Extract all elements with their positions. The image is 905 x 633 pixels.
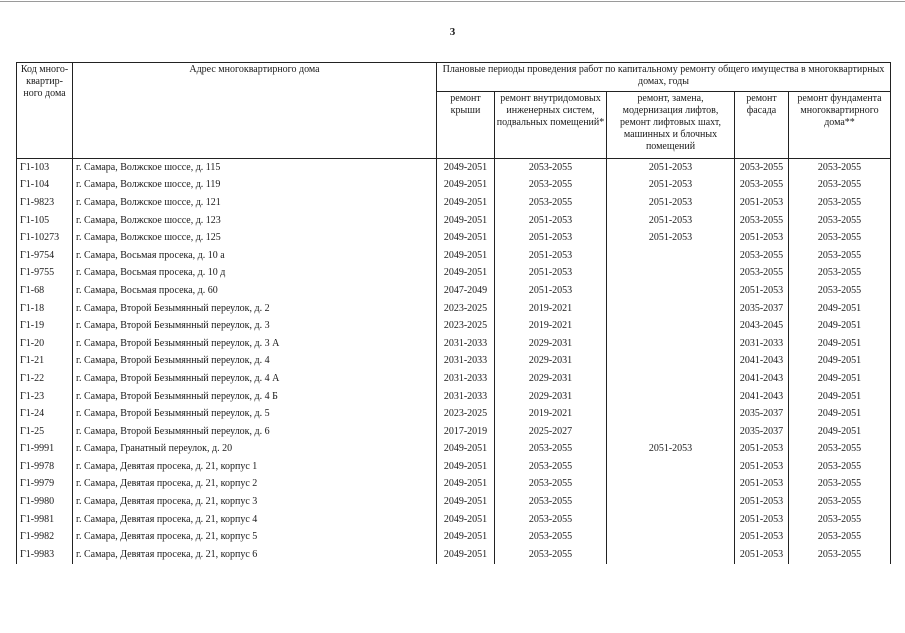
- cell-foundation: 2049-2051: [789, 353, 891, 371]
- cell-foundation: 2053-2055: [789, 441, 891, 459]
- header-facade: ремонт фасада: [735, 92, 789, 159]
- cell-elevators: [607, 282, 735, 300]
- table-row: [17, 265, 891, 283]
- cell-roof: 2049-2051: [437, 194, 495, 212]
- cell-elevators: [607, 317, 735, 335]
- cell-foundation: 2053-2055: [789, 229, 891, 247]
- cell-elevators: 2051-2053: [607, 212, 735, 230]
- cell-code: Г1-9983: [17, 546, 73, 564]
- cell-facade: 2043-2045: [735, 317, 789, 335]
- cell-engineering: 2051-2053: [495, 212, 607, 230]
- cell-engineering: 2053-2055: [495, 511, 607, 529]
- cell-elevators: [607, 247, 735, 265]
- cell-foundation: 2049-2051: [789, 370, 891, 388]
- cell-facade: 2051-2053: [735, 194, 789, 212]
- cell-facade: 2035-2037: [735, 405, 789, 423]
- cell-roof: 2049-2051: [437, 458, 495, 476]
- cell-foundation: 2053-2055: [789, 476, 891, 494]
- cell-code: Г1-9978: [17, 458, 73, 476]
- cell-elevators: [607, 265, 735, 283]
- table-row: [17, 317, 891, 335]
- table-body: [17, 159, 891, 564]
- cell-roof: 2049-2051: [437, 247, 495, 265]
- table-row: [17, 335, 891, 353]
- table-row: [17, 370, 891, 388]
- cell-foundation: 2053-2055: [789, 212, 891, 230]
- table-row: [17, 423, 891, 441]
- cell-engineering: 2019-2021: [495, 317, 607, 335]
- cell-address: г. Самара, Второй Безымянный переулок, д. 3: [73, 317, 437, 335]
- cell-code: Г1-9980: [17, 493, 73, 511]
- cell-facade: 2035-2037: [735, 300, 789, 318]
- cell-foundation: 2053-2055: [789, 458, 891, 476]
- cell-roof: 2049-2051: [437, 493, 495, 511]
- cell-facade: 2053-2055: [735, 247, 789, 265]
- cell-elevators: [607, 423, 735, 441]
- cell-elevators: [607, 405, 735, 423]
- cell-elevators: [607, 458, 735, 476]
- header-roof: ремонт крыши: [437, 92, 495, 159]
- table-row: [17, 511, 891, 529]
- cell-facade: 2051-2053: [735, 546, 789, 564]
- cell-engineering: 2051-2053: [495, 265, 607, 283]
- cell-engineering: 2019-2021: [495, 405, 607, 423]
- cell-address: г. Самара, Восьмая просека, д. 10 а: [73, 247, 437, 265]
- cell-address: г. Самара, Восьмая просека, д. 60: [73, 282, 437, 300]
- cell-code: Г1-9981: [17, 511, 73, 529]
- cell-address: г. Самара, Девятая просека, д. 21, корпус 2: [73, 476, 437, 494]
- table-row: [17, 388, 891, 406]
- cell-address: г. Самара, Девятая просека, д. 21, корпус 6: [73, 546, 437, 564]
- cell-engineering: 2029-2031: [495, 335, 607, 353]
- cell-code: Г1-104: [17, 177, 73, 195]
- cell-foundation: 2053-2055: [789, 528, 891, 546]
- table-row: [17, 177, 891, 195]
- cell-foundation: 2053-2055: [789, 265, 891, 283]
- cell-roof: 2049-2051: [437, 441, 495, 459]
- cell-engineering: 2053-2055: [495, 458, 607, 476]
- cell-code: Г1-9979: [17, 476, 73, 494]
- cell-facade: 2035-2037: [735, 423, 789, 441]
- header-row-top: [17, 63, 891, 92]
- cell-address: г. Самара, Второй Безымянный переулок, д. 5: [73, 405, 437, 423]
- cell-code: Г1-20: [17, 335, 73, 353]
- page-number: 3: [449, 26, 456, 38]
- cell-elevators: [607, 370, 735, 388]
- cell-roof: 2023-2025: [437, 405, 495, 423]
- table-row: [17, 528, 891, 546]
- cell-roof: 2017-2019: [437, 423, 495, 441]
- cell-foundation: 2053-2055: [789, 194, 891, 212]
- cell-engineering: 2029-2031: [495, 353, 607, 371]
- cell-facade: 2053-2055: [735, 265, 789, 283]
- table-row: [17, 159, 891, 177]
- cell-foundation: 2049-2051: [789, 335, 891, 353]
- cell-facade: 2053-2055: [735, 212, 789, 230]
- cell-facade: 2051-2053: [735, 458, 789, 476]
- cell-code: Г1-103: [17, 159, 73, 177]
- cell-elevators: [607, 528, 735, 546]
- table-row: [17, 194, 891, 212]
- table-row: [17, 353, 891, 371]
- table-row: [17, 493, 891, 511]
- cell-roof: 2049-2051: [437, 212, 495, 230]
- cell-code: Г1-23: [17, 388, 73, 406]
- cell-code: Г1-24: [17, 405, 73, 423]
- cell-foundation: 2053-2055: [789, 159, 891, 177]
- table-row: [17, 212, 891, 230]
- cell-roof: 2023-2025: [437, 300, 495, 318]
- header-periods-group: Плановые периоды проведения работ по капитальному ремонту общего имущества в многоквартирных домах, годы: [437, 63, 891, 92]
- cell-foundation: 2053-2055: [789, 247, 891, 265]
- cell-facade: 2051-2053: [735, 528, 789, 546]
- cell-facade: 2051-2053: [735, 511, 789, 529]
- cell-address: г. Самара, Девятая просека, д. 21, корпус 5: [73, 528, 437, 546]
- cell-code: Г1-25: [17, 423, 73, 441]
- table-row: [17, 300, 891, 318]
- cell-facade: 2053-2055: [735, 159, 789, 177]
- header-code: Код много-квартир-ного дома: [17, 63, 73, 159]
- cell-code: Г1-9991: [17, 441, 73, 459]
- cell-elevators: [607, 353, 735, 371]
- cell-roof: 2049-2051: [437, 546, 495, 564]
- cell-roof: 2031-2033: [437, 335, 495, 353]
- cell-roof: 2031-2033: [437, 388, 495, 406]
- cell-elevators: [607, 546, 735, 564]
- cell-engineering: 2019-2021: [495, 300, 607, 318]
- cell-engineering: 2051-2053: [495, 282, 607, 300]
- cell-foundation: 2049-2051: [789, 317, 891, 335]
- cell-foundation: 2053-2055: [789, 511, 891, 529]
- cell-address: г. Самара, Волжское шоссе, д. 123: [73, 212, 437, 230]
- cell-elevators: [607, 493, 735, 511]
- cell-roof: 2047-2049: [437, 282, 495, 300]
- cell-roof: 2049-2051: [437, 528, 495, 546]
- cell-address: г. Самара, Девятая просека, д. 21, корпус 3: [73, 493, 437, 511]
- cell-foundation: 2053-2055: [789, 282, 891, 300]
- cell-roof: 2049-2051: [437, 229, 495, 247]
- cell-code: Г1-9754: [17, 247, 73, 265]
- cell-address: г. Самара, Девятая просека, д. 21, корпус 1: [73, 458, 437, 476]
- cell-engineering: 2053-2055: [495, 177, 607, 195]
- cell-elevators: 2051-2053: [607, 194, 735, 212]
- table-row: [17, 282, 891, 300]
- table-row: [17, 458, 891, 476]
- cell-address: г. Самара, Волжское шоссе, д. 121: [73, 194, 437, 212]
- cell-code: Г1-19: [17, 317, 73, 335]
- cell-engineering: 2053-2055: [495, 194, 607, 212]
- cell-engineering: 2053-2055: [495, 493, 607, 511]
- cell-elevators: 2051-2053: [607, 159, 735, 177]
- cell-engineering: 2029-2031: [495, 388, 607, 406]
- cell-foundation: 2053-2055: [789, 177, 891, 195]
- cell-elevators: [607, 476, 735, 494]
- cell-elevators: [607, 511, 735, 529]
- cell-code: Г1-105: [17, 212, 73, 230]
- cell-address: г. Самара, Девятая просека, д. 21, корпус 4: [73, 511, 437, 529]
- capital-repair-table: [16, 62, 891, 564]
- cell-elevators: [607, 300, 735, 318]
- table-row: [17, 405, 891, 423]
- cell-foundation: 2049-2051: [789, 300, 891, 318]
- cell-address: г. Самара, Второй Безымянный переулок, д. 2: [73, 300, 437, 318]
- cell-code: Г1-10273: [17, 229, 73, 247]
- cell-elevators: 2051-2053: [607, 441, 735, 459]
- cell-roof: 2049-2051: [437, 511, 495, 529]
- cell-engineering: 2053-2055: [495, 441, 607, 459]
- cell-facade: 2051-2053: [735, 476, 789, 494]
- cell-address: г. Самара, Волжское шоссе, д. 119: [73, 177, 437, 195]
- cell-facade: 2041-2043: [735, 388, 789, 406]
- table-row: [17, 247, 891, 265]
- cell-roof: 2031-2033: [437, 353, 495, 371]
- cell-address: г. Самара, Волжское шоссе, д. 125: [73, 229, 437, 247]
- cell-code: Г1-9755: [17, 265, 73, 283]
- cell-address: г. Самара, Второй Безымянный переулок, д. 3 А: [73, 335, 437, 353]
- cell-engineering: 2051-2053: [495, 247, 607, 265]
- cell-engineering: 2053-2055: [495, 159, 607, 177]
- cell-address: г. Самара, Второй Безымянный переулок, д. 4: [73, 353, 437, 371]
- cell-roof: 2049-2051: [437, 265, 495, 283]
- table-row: [17, 546, 891, 564]
- cell-roof: 2049-2051: [437, 159, 495, 177]
- header-foundation: ремонт фундамента многоквартирного дома**: [789, 92, 891, 159]
- cell-address: г. Самара, Восьмая просека, д. 10 д: [73, 265, 437, 283]
- cell-code: Г1-9982: [17, 528, 73, 546]
- cell-facade: 2041-2043: [735, 353, 789, 371]
- cell-facade: 2051-2053: [735, 282, 789, 300]
- header-engineering: ремонт внутридомовых инженерных систем, подвальных помещений*: [495, 92, 607, 159]
- cell-engineering: 2029-2031: [495, 370, 607, 388]
- cell-address: г. Самара, Волжское шоссе, д. 115: [73, 159, 437, 177]
- cell-elevators: [607, 388, 735, 406]
- table-row: [17, 476, 891, 494]
- cell-roof: 2023-2025: [437, 317, 495, 335]
- table-header: [17, 63, 891, 159]
- cell-elevators: [607, 335, 735, 353]
- cell-engineering: 2051-2053: [495, 229, 607, 247]
- cell-elevators: 2051-2053: [607, 229, 735, 247]
- cell-facade: 2051-2053: [735, 493, 789, 511]
- cell-code: Г1-22: [17, 370, 73, 388]
- table-row: [17, 441, 891, 459]
- cell-facade: 2051-2053: [735, 441, 789, 459]
- cell-address: г. Самара, Второй Безымянный переулок, д. 4 А: [73, 370, 437, 388]
- header-address: Адрес многоквартирного дома: [73, 63, 437, 159]
- cell-foundation: 2053-2055: [789, 546, 891, 564]
- cell-foundation: 2053-2055: [789, 493, 891, 511]
- cell-facade: 2041-2043: [735, 370, 789, 388]
- cell-foundation: 2049-2051: [789, 388, 891, 406]
- top-rule: [0, 1, 905, 2]
- cell-roof: 2031-2033: [437, 370, 495, 388]
- cell-code: Г1-18: [17, 300, 73, 318]
- table-row: [17, 229, 891, 247]
- cell-address: г. Самара, Гранатный переулок, д. 20: [73, 441, 437, 459]
- cell-engineering: 2053-2055: [495, 546, 607, 564]
- cell-code: Г1-21: [17, 353, 73, 371]
- cell-elevators: 2051-2053: [607, 177, 735, 195]
- cell-engineering: 2025-2027: [495, 423, 607, 441]
- cell-roof: 2049-2051: [437, 177, 495, 195]
- cell-address: г. Самара, Второй Безымянный переулок, д. 6: [73, 423, 437, 441]
- cell-code: Г1-9823: [17, 194, 73, 212]
- cell-roof: 2049-2051: [437, 476, 495, 494]
- cell-facade: 2031-2033: [735, 335, 789, 353]
- cell-engineering: 2053-2055: [495, 528, 607, 546]
- cell-foundation: 2049-2051: [789, 405, 891, 423]
- cell-code: Г1-68: [17, 282, 73, 300]
- header-elevators: ремонт, замена, модернизация лифтов, ремонт лифтовых шахт, машинных и блочных помещений: [607, 92, 735, 159]
- cell-facade: 2053-2055: [735, 177, 789, 195]
- cell-foundation: 2049-2051: [789, 423, 891, 441]
- cell-facade: 2051-2053: [735, 229, 789, 247]
- cell-engineering: 2053-2055: [495, 476, 607, 494]
- cell-address: г. Самара, Второй Безымянный переулок, д. 4 Б: [73, 388, 437, 406]
